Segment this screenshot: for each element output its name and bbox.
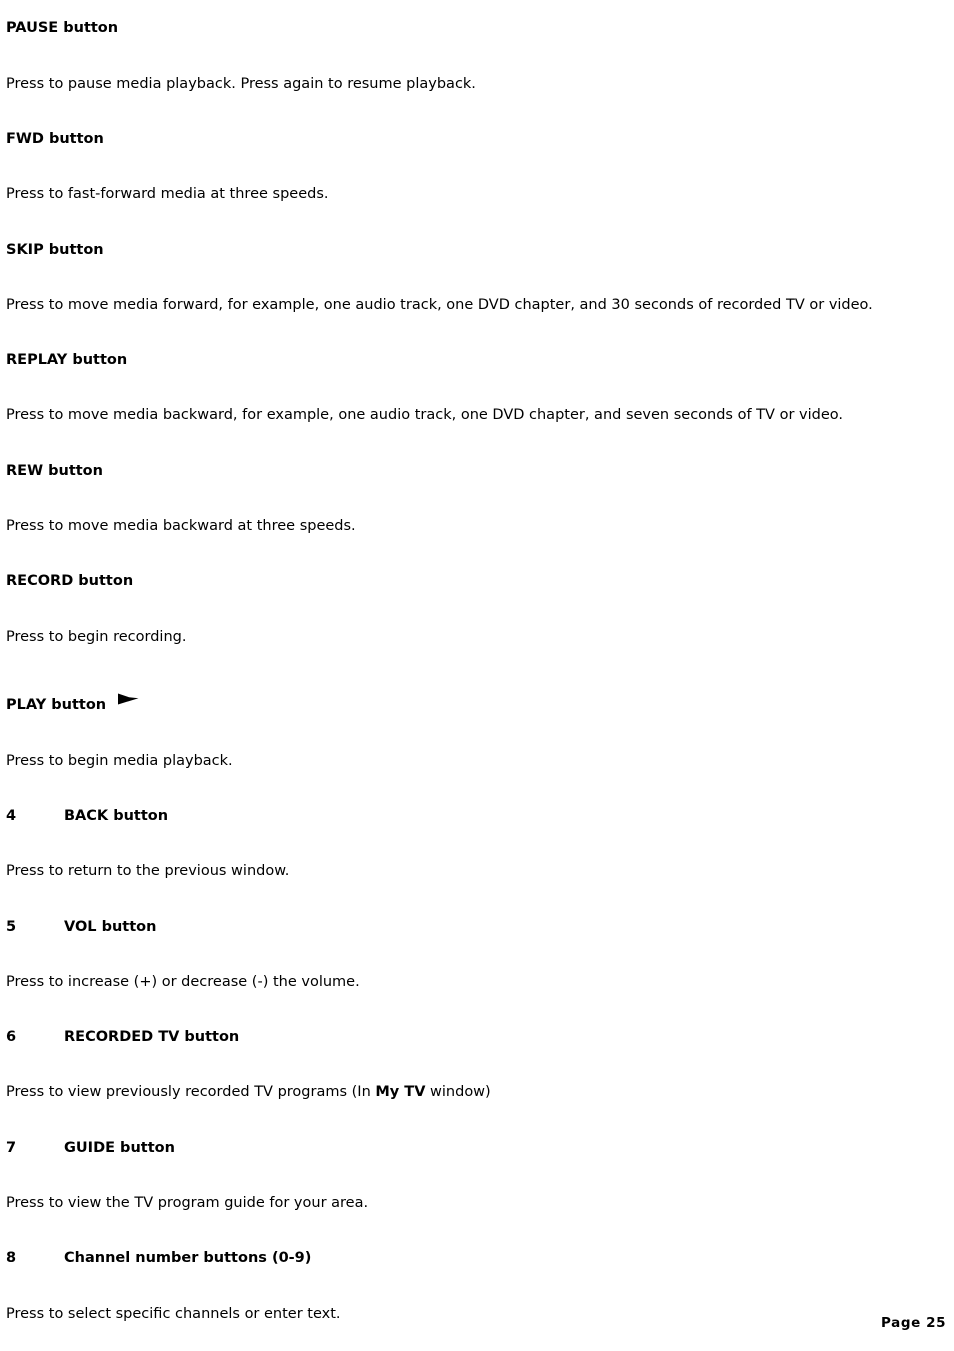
fwd-button-heading: FWD button — [6, 131, 104, 147]
record-button-description: Press to begin recording. — [6, 629, 187, 645]
vol-button-description: Press to increase (+) or decrease (-) the volume. — [6, 974, 360, 990]
pause-button-heading: PAUSE button — [6, 20, 119, 36]
replay-button-description: Press to move media backward, for example, one audio track, one DVD chapter, and seven seconds of TV or video. — [6, 407, 843, 423]
play-button-heading: PLAY button — [6, 697, 107, 713]
skip-button-heading: SKIP button — [6, 242, 104, 258]
description-text: window) — [425, 1084, 491, 1100]
fwd-button-description: Press to fast-forward media at three speeds. — [6, 186, 329, 202]
guide-button-heading — [6, 1139, 175, 1157]
item-number: 5 — [6, 919, 17, 935]
channel-number-buttons-description: Press to select specific channels or enter text. — [6, 1306, 341, 1322]
recorded-tv-button-heading — [6, 1028, 239, 1046]
replay-button-heading: REPLAY button — [6, 352, 128, 368]
rew-button-description: Press to move media backward at three speeds. — [6, 518, 356, 534]
item-number: 6 — [6, 1029, 17, 1045]
vol-button-heading — [6, 918, 156, 936]
my-tv-label: My TV — [375, 1084, 426, 1100]
description-text: Press to view previously recorded TV programs (In — [6, 1084, 376, 1100]
pause-button-description: Press to pause media playback. Press again to resume playback. — [6, 76, 476, 92]
heading-text: VOL button — [64, 919, 157, 935]
heading-text: Channel number buttons (0-9) — [64, 1250, 312, 1266]
item-number: 7 — [6, 1140, 17, 1156]
rew-button-heading: REW button — [6, 463, 103, 479]
back-button-description: Press to return to the previous window. — [6, 863, 290, 879]
item-number: 4 — [6, 808, 17, 824]
skip-button-description: Press to move media forward, for example, one audio track, one DVD chapter, and 30 seconds of recorded TV or video. — [6, 297, 873, 313]
play-icon — [117, 693, 139, 705]
recorded-tv-button-description — [6, 1083, 491, 1101]
item-number: 8 — [6, 1250, 17, 1266]
play-button-description: Press to begin media playback. — [6, 753, 233, 769]
heading-text: RECORDED TV button — [64, 1029, 240, 1045]
guide-button-description: Press to view the TV program guide for your area. — [6, 1195, 369, 1211]
record-button-heading: RECORD button — [6, 573, 134, 589]
channel-number-buttons-heading — [6, 1249, 311, 1267]
back-button-heading — [6, 807, 168, 825]
heading-text: BACK button — [64, 808, 169, 824]
heading-text: GUIDE button — [64, 1140, 175, 1156]
page-number: Page 25 — [881, 1315, 947, 1331]
